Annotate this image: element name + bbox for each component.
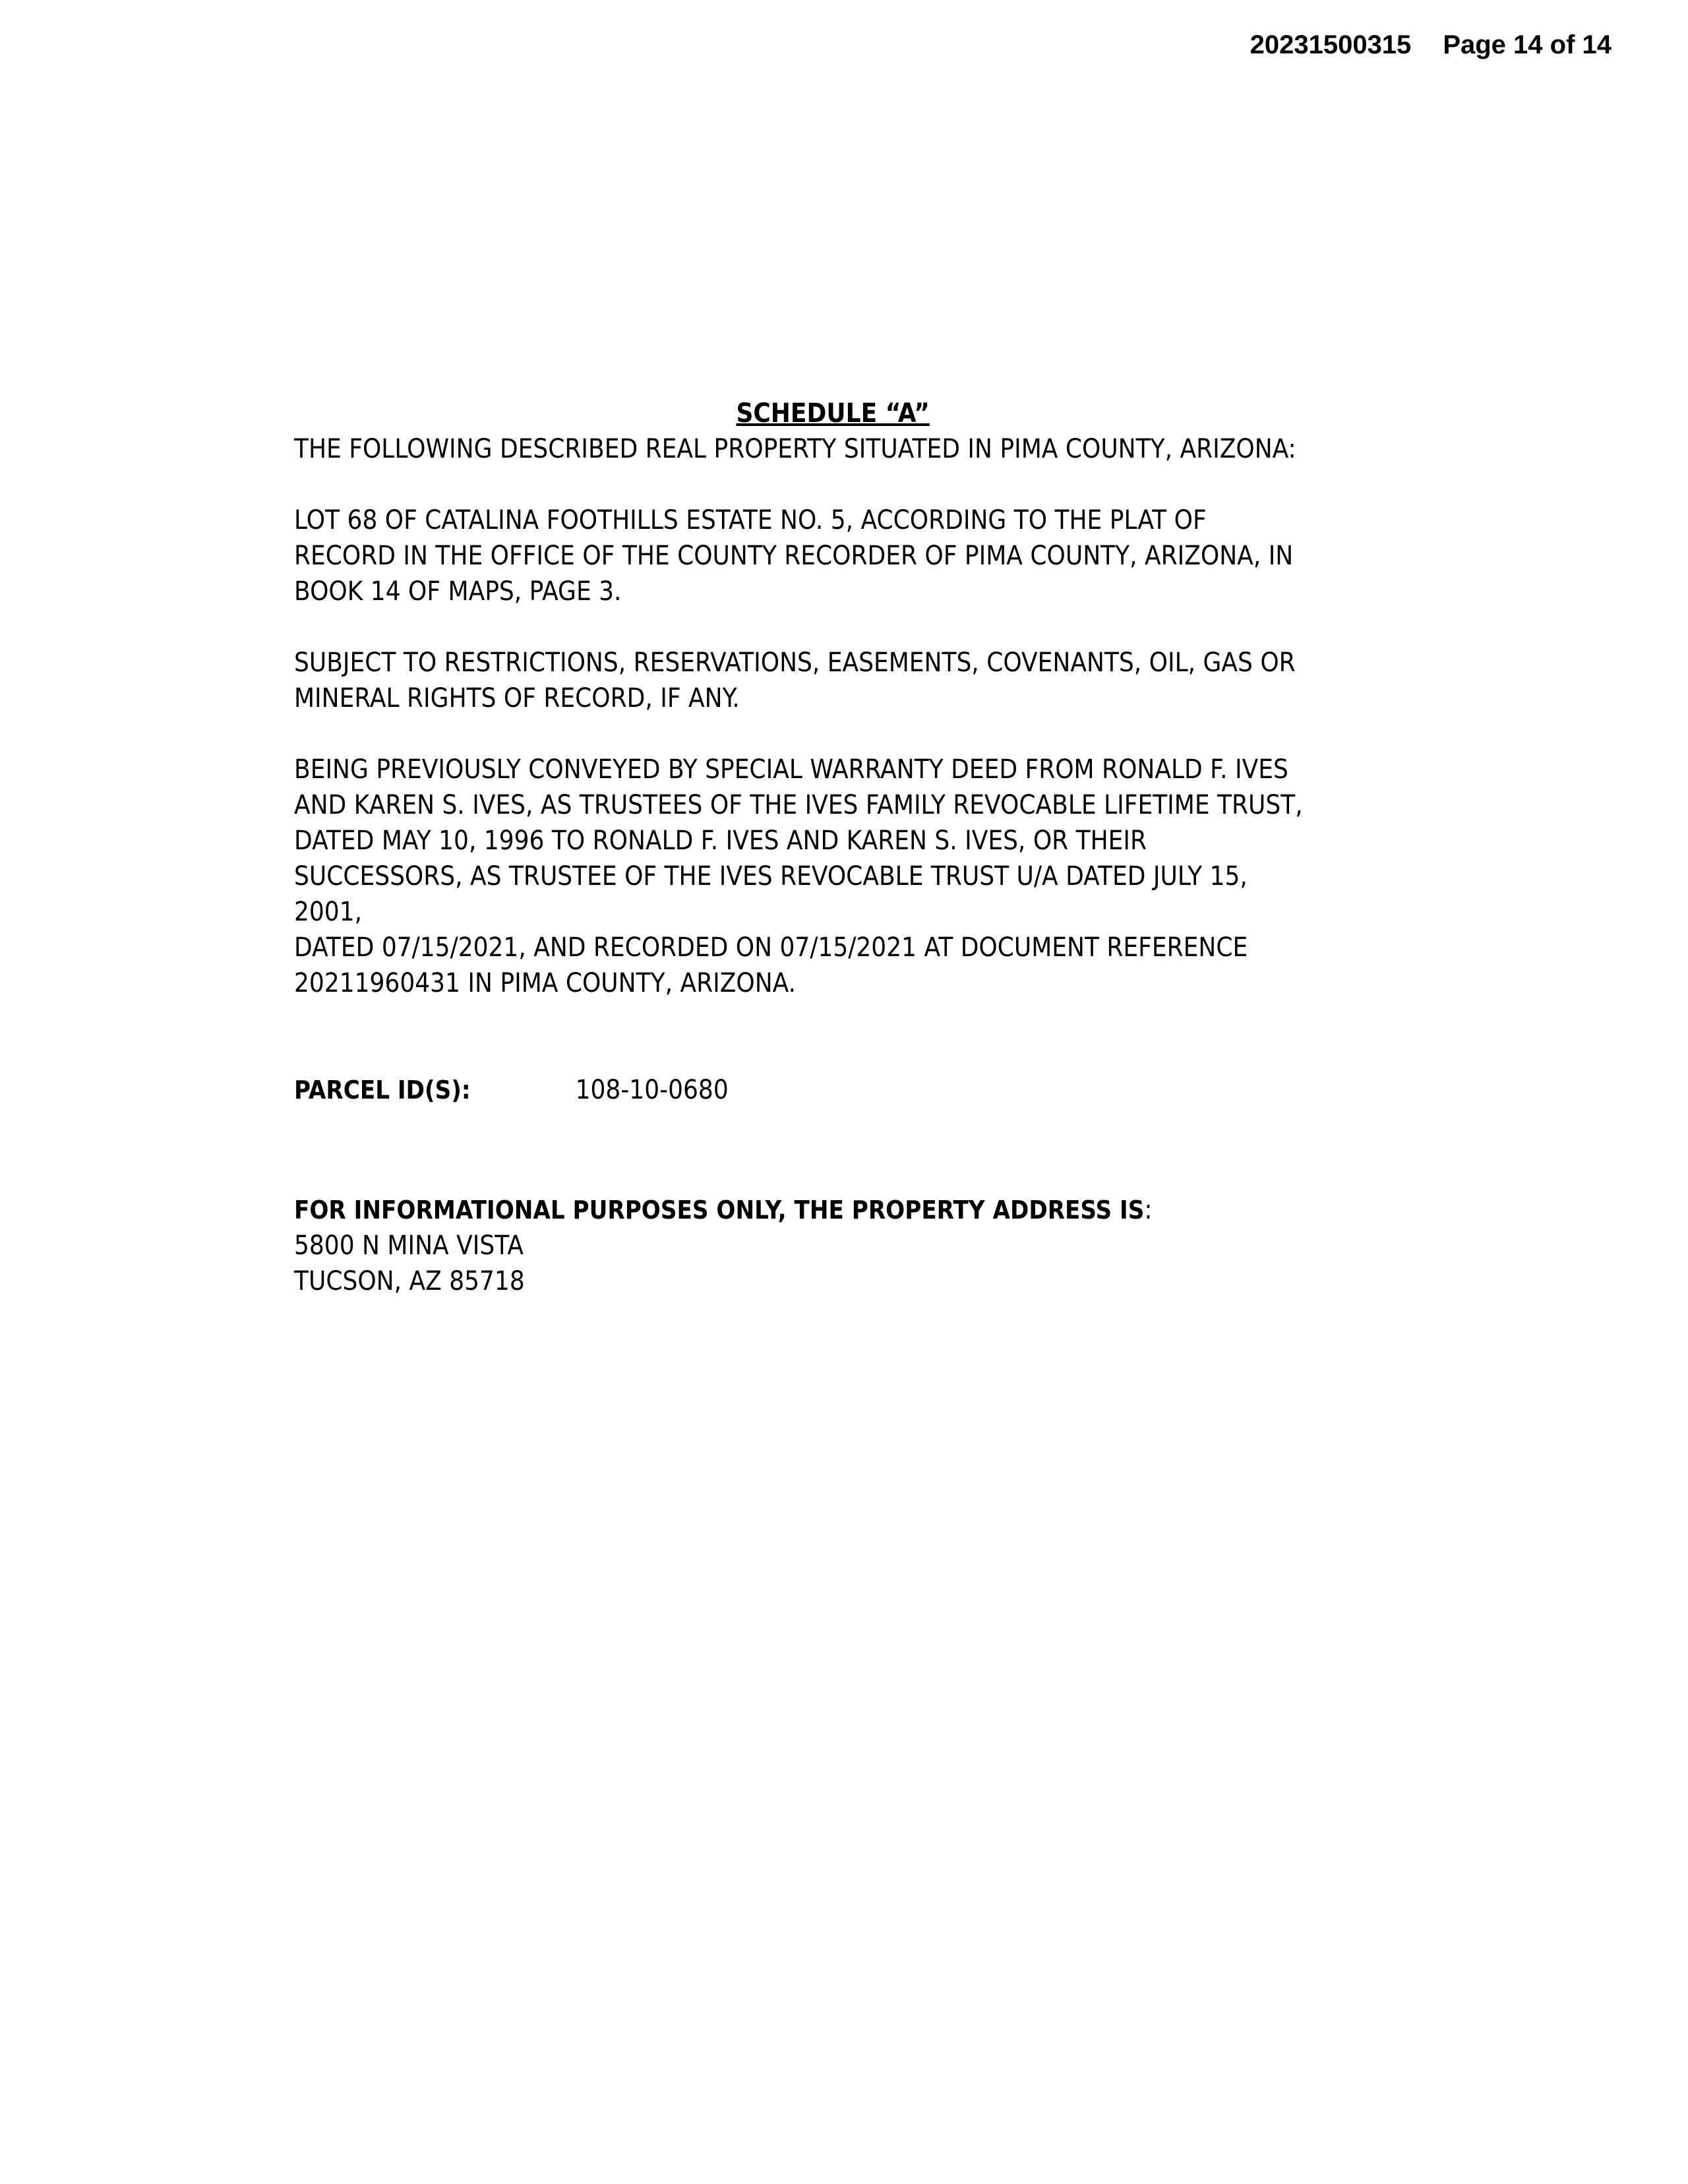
address-label: FOR INFORMATIONAL PURPOSES ONLY, THE PROPERTY ADDRESS IS xyxy=(294,1196,1145,1225)
address-line-2: TUCSON, AZ 85718 xyxy=(294,1266,525,1296)
schedule-title: SCHEDULE “A” xyxy=(736,398,930,429)
schedule-content xyxy=(294,396,1303,1299)
spacer xyxy=(294,467,1303,502)
address-colon: : xyxy=(1144,1195,1153,1225)
parcel-value: 108-10-0680 xyxy=(575,1075,729,1105)
address-line-1: 5800 N MINA VISTA xyxy=(294,1230,524,1261)
subject-to-paragraph: SUBJECT TO RESTRICTIONS, RESERVATIONS, EASEMENTS, COVENANTS, OIL, GAS OR MINERAL RIGHTS OF RECORD, IF ANY. xyxy=(294,648,1296,713)
parcel-row xyxy=(294,1072,1303,1108)
conveyance-paragraph: BEING PREVIOUSLY CONVEYED BY SPECIAL WARRANTY DEED FROM RONALD F. IVES AND KAREN S. IVES, AS TRUSTEES OF THE IVES FAMILY REVOCABLE LIFETIME TRUST, DATED MAY 10, 1996 TO RONALD F. IVES AND KAREN S. IVES, OR THEIR SUCCESSORS, AS TRUSTEE OF THE IVES REVOCABLE TRUST U/A DATED JULY 15, 2001, DATED 07/15/2021, AND RECORDED ON 07/15/2021 AT DOCUMENT REFERENCE 20211960431 IN PIMA COUNTY, ARIZONA. xyxy=(294,754,1303,998)
spacer xyxy=(294,1108,1303,1192)
page-number: Page 14 of 14 xyxy=(1443,30,1612,59)
spacer xyxy=(294,1001,1303,1072)
legal-description: LOT 68 OF CATALINA FOOTHILLS ESTATE NO. 5, ACCORDING TO THE PLAT OF RECORD IN THE OFFICE OF THE COUNTY RECORDER OF PIMA COUNTY, ARIZONA, IN BOOK 14 OF MAPS, PAGE 3. xyxy=(294,505,1294,607)
page-header xyxy=(1250,30,1612,60)
intro-paragraph: THE FOLLOWING DESCRIBED REAL PROPERTY SITUATED IN PIMA COUNTY, ARIZONA: xyxy=(294,434,1296,464)
parcel-label: PARCEL ID(S): xyxy=(294,1076,471,1105)
spacer xyxy=(294,609,1303,645)
document-number: 20231500315 xyxy=(1250,30,1412,59)
spacer xyxy=(294,716,1303,752)
address-heading xyxy=(294,1192,1303,1228)
